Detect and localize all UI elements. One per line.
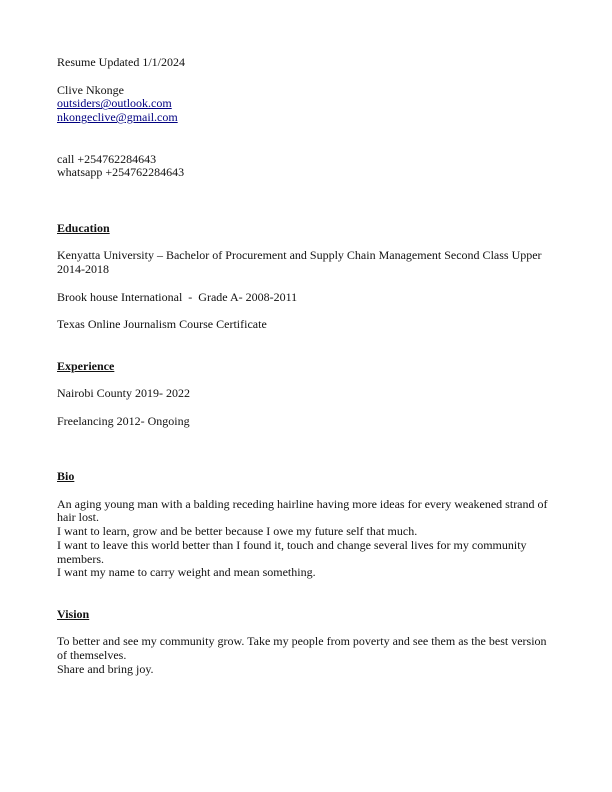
experience-heading: Experience (57, 358, 115, 373)
bio-line: I want to learn, grow and be better because I owe my future self that much. (57, 524, 418, 539)
candidate-name: Clive Nkonge (57, 82, 124, 97)
experience-item: Freelancing 2012- Ongoing (57, 413, 190, 428)
email-link-gmail[interactable]: nkongeclive@gmail.com (57, 110, 178, 125)
email-link-outlook[interactable]: outsiders@outlook.com (57, 96, 172, 111)
bio-line: I want my name to carry weight and mean something. (57, 565, 316, 580)
education-item: Kenyatta University – Bachelor of Procurement and Supply Chain Management Second Class Upper 2014-2018 (57, 248, 545, 276)
vision-line: To better and see my community grow. Take my people from poverty and see them as the best version of themselves. (57, 634, 550, 663)
bio-line: I want to leave this world better than I found it, touch and change several lives for my community members. (57, 537, 530, 566)
bio-line: An aging young man with a balding receding hairline having more ideas for every weakened strand of hair lost. (57, 496, 551, 525)
resume-page (57, 56, 552, 677)
vision-line: Share and bring joy. (57, 662, 154, 677)
education-heading: Education (57, 220, 110, 235)
phone-whatsapp: whatsapp +254762284643 (57, 165, 185, 180)
bio-heading: Bio (57, 468, 75, 483)
phone-call: call +254762284643 (57, 151, 157, 166)
resume-updated: Resume Updated 1/1/2024 (57, 55, 185, 69)
education-item: Texas Online Journalism Course Certificate (57, 317, 267, 332)
education-item: Brook house International - Grade A- 2008-2011 (57, 289, 298, 304)
experience-item: Nairobi County 2019- 2022 (57, 386, 190, 401)
vision-heading: Vision (57, 606, 90, 621)
